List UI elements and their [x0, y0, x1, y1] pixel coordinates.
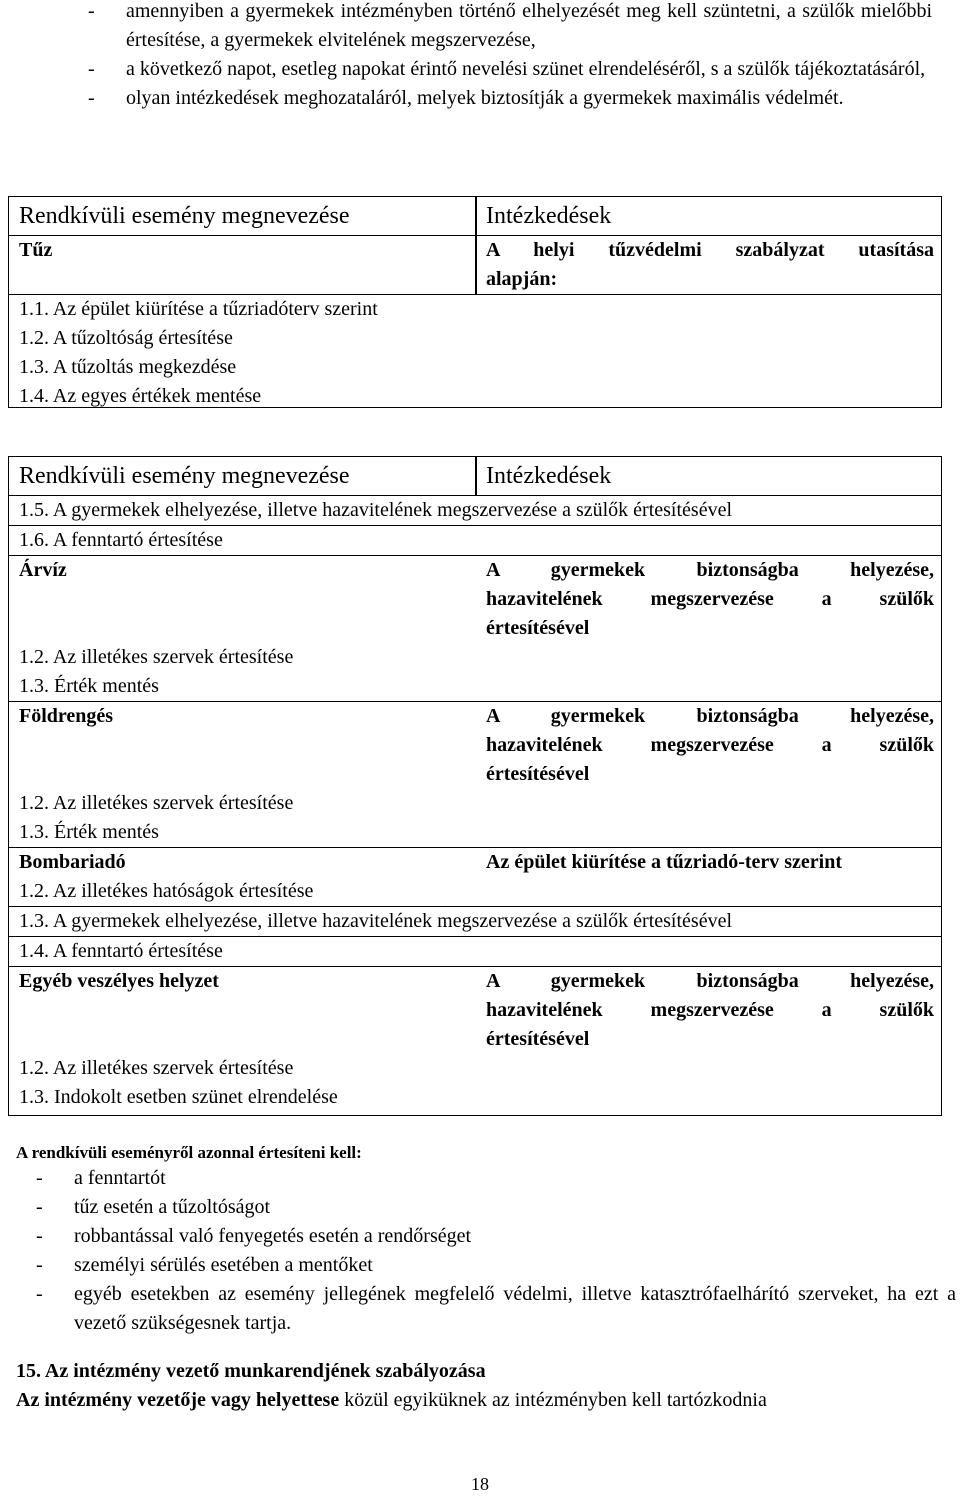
table-row: Egyéb veszélyes helyzet A gyermekek biztonságba helyezése, hazavitelének megszervezése a szülők értesítésével	[9, 967, 941, 1054]
emergency-table	[8, 456, 942, 1116]
list-item-text: olyan intézkedések meghozataláról, melyek biztosítják a gyermekek maximális védelmét.	[126, 87, 844, 109]
fire-table	[8, 196, 942, 408]
table-header	[9, 457, 941, 496]
table-row: Földrengés A gyermekek biztonságba helyezése, hazavitelének megszervezése a szülők értesítésével	[9, 702, 941, 789]
table-row: 1.2. Az illetékes hatóságok értesítése	[19, 880, 314, 902]
event-name: Földrengés	[19, 705, 114, 727]
event-name: Árvíz	[19, 559, 67, 581]
table-row: 1.3. A tűzoltás megkezdése	[19, 356, 237, 378]
table-row: 1.3. A gyermekek elhelyezése, illetve hazavitelének megszervezése a szülők értesítésével	[19, 910, 733, 932]
event-name: Egyéb veszélyes helyzet	[19, 970, 219, 992]
table-row: 1.1. Az épület kiürítése a tűzriadóterv szerint	[19, 298, 378, 320]
table-header	[9, 197, 941, 236]
table-row: 1.6. A fenntartó értesítése	[19, 529, 223, 551]
list-item: - amennyiben a gyermekek intézményben történő elhelyezését meg kell szüntetni, a szülők mielőbbi értesítése, a gyermekek elvitelének megszervezése,	[0, 0, 960, 55]
table-row: 1.2. Az illetékes szervek értesítése	[19, 792, 294, 814]
table-row: 1.2. Az illetékes szervek értesítése	[19, 646, 294, 668]
table-row: Tűz A helyi tűzvédelmi szabályzat utasítása alapján:	[9, 236, 941, 294]
table-row: 1.5. A gyermekek elhelyezése, illetve hazavitelének megszervezése a szülők értesítésével	[19, 499, 733, 521]
list-item: - tűz esetén a tűzoltóságot	[36, 1196, 271, 1218]
event-name: Bombariadó	[19, 851, 126, 873]
list-item-text: a következő napot, esetleg napokat érintő nevelési szünet elrendeléséről, s a szülők tájékoztatásáról,	[126, 58, 926, 80]
list-item: - személyi sérülés esetében a mentőket	[36, 1254, 373, 1276]
table-row: 1.3. Érték mentés	[19, 675, 159, 697]
table-row: 1.3. Indokolt esetben szünet elrendelése	[19, 1086, 338, 1108]
section	[16, 1357, 956, 1415]
header-event-name: Rendkívüli esemény megnevezése	[19, 463, 350, 489]
list-item: - a következő napot, esetleg napokat érintő nevelési szünet elrendeléséről, s a szülők tájékoztatásáról,	[0, 55, 960, 84]
table-row: Árvíz A gyermekek biztonságba helyezése, hazavitelének megszervezése a szülők értesítésével	[9, 556, 941, 643]
table-row: 1.4. A fenntartó értesítése	[19, 940, 223, 962]
action-text: A helyi tűzvédelmi szabályzat utasítása	[486, 239, 934, 261]
header-event-name: Rendkívüli esemény megnevezése	[19, 203, 350, 229]
list-item: - olyan intézkedések meghozataláról, melyek biztosítják a gyermekek maximális védelmét.	[0, 84, 960, 113]
top-bullet-list	[0, 0, 960, 113]
notice-title: A rendkívüli eseményről azonnal értesíteni kell:	[16, 1143, 362, 1162]
event-name: Tűz	[19, 239, 53, 261]
list-item: - robbantással való fenyegetés esetén a rendőrséget	[36, 1225, 472, 1247]
list-item: - a fenntartót	[36, 1167, 166, 1189]
list-item-text: amennyiben a gyermekek intézményben történő elhelyezését meg kell szüntetni, a szülők mielőbbi értesítése, a gyermekek elvitelének megszervezése,	[126, 0, 932, 51]
header-actions: Intézkedések	[486, 463, 612, 489]
page-number: 18	[471, 1474, 489, 1494]
header-actions: Intézkedések	[486, 203, 612, 229]
section-title: 15. Az intézmény vezető munkarendjének szabályozása	[16, 1360, 486, 1382]
notice-list	[0, 1164, 960, 1338]
list-item: - egyéb esetekben az esemény jellegének megfelelő védelmi, illetve katasztrófaelhárító szerveket, ha ezt a vezető szükségesnek tartja.	[36, 1283, 956, 1334]
section-paragraph: Az intézmény vezetője vagy helyettese közül egyiküknek az intézményben kell tartózkodnia	[16, 1389, 767, 1411]
table-row: 1.3. Érték mentés	[19, 821, 159, 843]
table-row: 1.2. A tűzoltóság értesítése	[19, 327, 233, 349]
table-row: 1.4. Az egyes értékek mentése	[19, 385, 262, 407]
table-row: Bombariadó Az épület kiürítése a tűzriadó-terv szerint	[9, 848, 941, 877]
table-row: 1.2. Az illetékes szervek értesítése	[19, 1057, 294, 1079]
